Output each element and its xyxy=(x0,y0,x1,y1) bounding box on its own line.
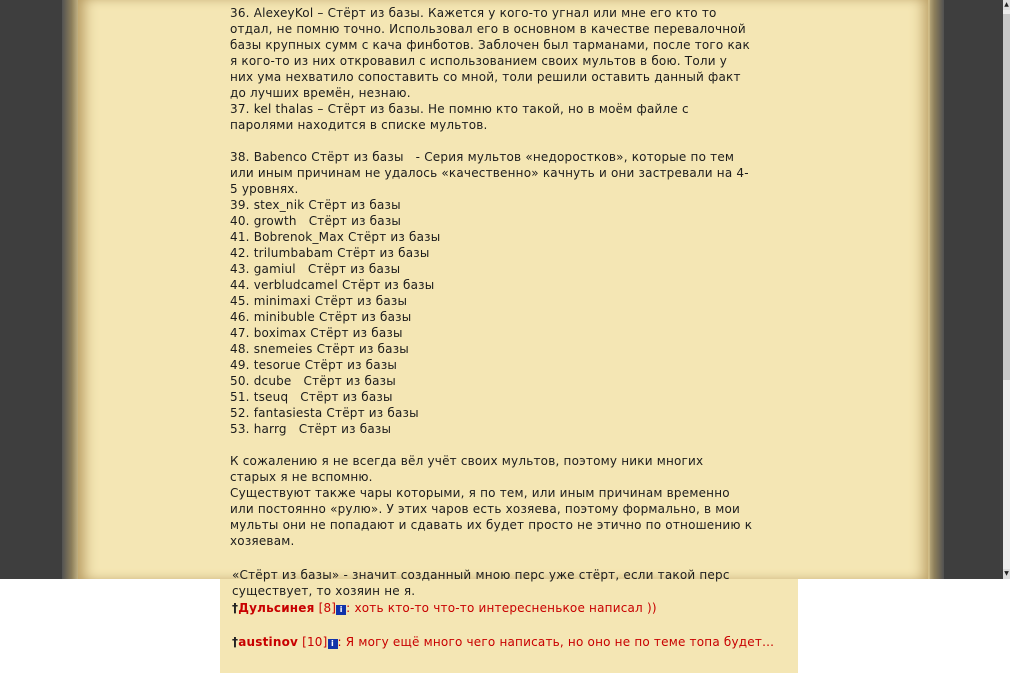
article-text xyxy=(230,5,790,565)
text-line: 42. trilumbabam Стёрт из базы xyxy=(230,246,430,260)
text-line: я кого-то из них откровавил с использованием своих мультов в бою. Толи у xyxy=(230,54,728,68)
text-line: 5 уровнях. xyxy=(230,182,299,196)
text-line: существует, то хозяин не я. xyxy=(232,584,416,598)
article-closing-text xyxy=(232,567,772,599)
text-line: К сожалению я не всегда вёл учёт своих мультов, поэтому ники многих xyxy=(230,454,704,468)
user-level: [8] xyxy=(318,601,337,615)
text-line: мульты они не попадают и сдавать их будет просто не этично по отношению к xyxy=(230,518,753,532)
chat-panel xyxy=(220,568,798,673)
text-line: Существуют также чары которыми, я по тем, или иным причинам временно xyxy=(230,486,730,500)
text-line: 49. tesorue Стёрт из базы xyxy=(230,358,398,372)
blank-line xyxy=(230,549,790,565)
user-level: [10] xyxy=(302,635,328,649)
cross-icon: † xyxy=(232,601,239,615)
chat-username[interactable]: austinov xyxy=(238,635,299,649)
text-line: 38. Babenco Стёрт из базы - Серия мультов «недоростков», которые по тем xyxy=(230,150,735,164)
text-line: 51. tseuq Стёрт из базы xyxy=(230,390,393,404)
user-info-icon[interactable]: i xyxy=(328,639,338,649)
text-line: базы крупных сумм с кача финботов. Заблочен был тарманами, после того как xyxy=(230,38,750,52)
text-line: 48. snemeies Стёрт из базы xyxy=(230,342,409,356)
text-line: 37. kel thalas – Стёрт из базы. Не помню кто такой, но в моём файле с xyxy=(230,102,689,116)
user-info-icon[interactable]: i xyxy=(336,605,346,615)
chat-message xyxy=(232,600,787,616)
text-line: 45. minimaxi Стёрт из базы xyxy=(230,294,408,308)
scroll-up-arrow-icon[interactable]: ▲ xyxy=(1004,1,1009,8)
chat-separator: : xyxy=(346,601,355,615)
text-line: 39. stex_nik Стёрт из базы xyxy=(230,198,401,212)
text-line: 40. growth Стёрт из базы xyxy=(230,214,402,228)
cross-icon: † xyxy=(232,635,239,649)
vertical-scrollbar[interactable] xyxy=(1003,0,1010,579)
text-line: старых я не вспомню. xyxy=(230,470,373,484)
parchment-left-edge xyxy=(62,0,78,579)
text-line: или постоянно «рулю». У этих чаров есть хозяева, поэтому формально, в мои xyxy=(230,502,741,516)
text-line: 44. verbludcamel Стёрт из базы xyxy=(230,278,435,292)
blank-line xyxy=(230,133,790,149)
parchment-right-edge xyxy=(928,0,944,579)
chat-username[interactable]: Дульсинея xyxy=(238,601,315,615)
text-line: 47. boximax Стёрт из базы xyxy=(230,326,403,340)
text-line: 36. AlexeyKol – Стёрт из базы. Кажется у кого-то угнал или мне его кто то xyxy=(230,6,717,20)
text-line: них ума нехватило сопоставить со мной, толи решили оставить данный факт xyxy=(230,70,741,84)
text-line: отдал, не помню точно. Использовал его в основном в качестве перевалочной xyxy=(230,22,746,36)
text-line: паролями находится в списке мультов. xyxy=(230,118,488,132)
text-line: до лучших времён, незнаю. xyxy=(230,86,411,100)
text-line: 41. Bobrenok_Max Стёрт из базы xyxy=(230,230,441,244)
text-line: 50. dcube Стёрт из базы xyxy=(230,374,396,388)
scroll-down-arrow-icon[interactable]: ▼ xyxy=(1004,570,1009,577)
chat-message xyxy=(232,634,787,650)
blank-line xyxy=(230,437,790,453)
text-line: «Стёрт из базы» - значит созданный мною перс уже стёрт, если такой перс xyxy=(232,568,730,582)
text-line: 52. fantasiesta Стёрт из базы xyxy=(230,406,419,420)
chat-message-text: Я могу ещё много чего написать, но оно не по теме топа будет... xyxy=(345,635,775,649)
scroll-thumb[interactable] xyxy=(1003,14,1010,380)
chat-separator: : xyxy=(337,635,346,649)
text-line: или иным причинам не удалось «качественно» качнуть и они застревали на 4- xyxy=(230,166,749,180)
text-line: 43. gamiul Стёрт из базы xyxy=(230,262,401,276)
text-line: 53. harrg Стёрт из базы xyxy=(230,422,392,436)
text-line: 46. minibuble Стёрт из базы xyxy=(230,310,412,324)
text-line: хозяевам. xyxy=(230,534,295,548)
chat-message-text: хоть кто-то что-то интересненькое написал )) xyxy=(354,601,657,615)
